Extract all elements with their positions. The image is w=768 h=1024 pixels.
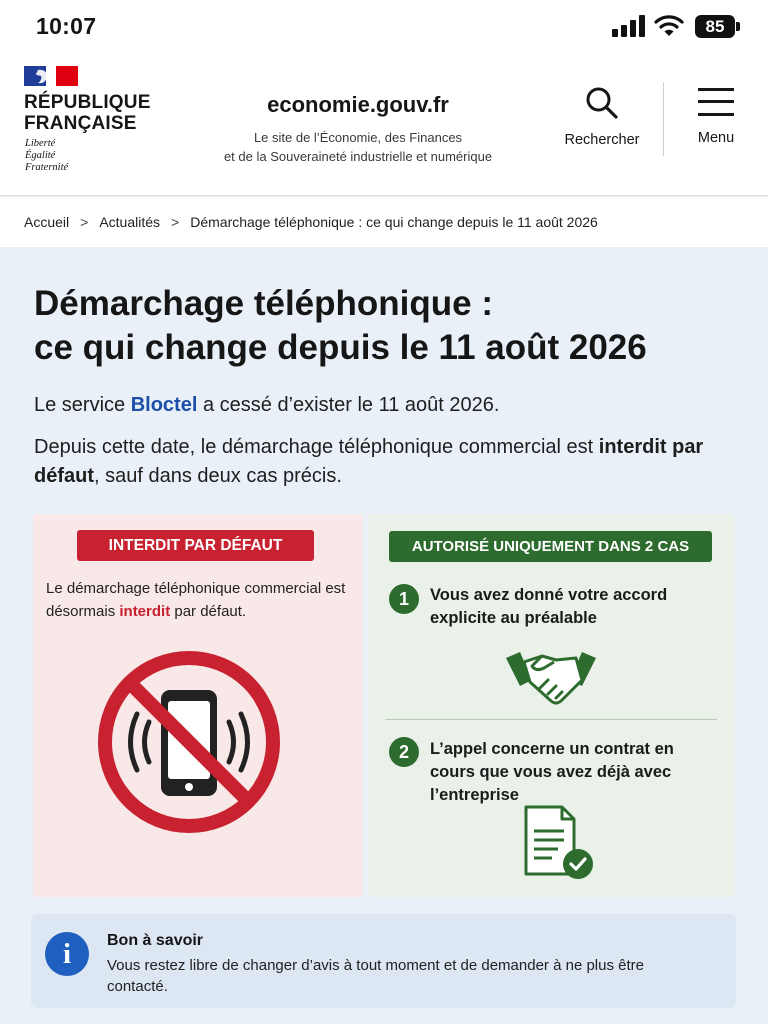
forbidden-default-highlight: interdit par défaut [34,436,704,487]
menu-button[interactable] [680,80,752,160]
forbidden-text-start: Le démarchage téléphonique commercial est désormais [46,580,346,620]
forbidden-panel [33,514,363,897]
cellular-signal-icon [612,15,646,37]
menu-label: Menu [697,130,735,146]
info-title: Bon à savoir [107,932,204,949]
wifi-icon [654,14,684,38]
search-icon [585,86,619,120]
header-divider [663,82,664,156]
battery-indicator: 85 [695,15,735,38]
info-icon: i [45,932,89,976]
case-number-1: 1 [389,584,419,614]
intro2-text-end: , sauf dans deux cas précis. [94,465,342,487]
handshake-icon [502,640,600,712]
search-label: Rechercher [564,132,640,148]
intro-paragraph [34,391,744,419]
hamburger-menu-icon [698,88,734,116]
no-phone-call-icon [93,646,285,838]
breadcrumb-news[interactable]: Actualités [99,214,161,230]
forbidden-text-end: par défaut. [170,603,247,620]
case-number-2: 2 [389,737,419,767]
forbidden-highlight: interdit [119,603,171,620]
gov-title: RÉPUBLIQUE FRANÇAISE [24,92,151,134]
cases-divider [385,719,717,720]
battery-tip [736,22,740,31]
case-1-text: Vous avez donné votre accord explicite au préalable [430,586,668,627]
intro-paragraph-2 [34,433,734,491]
info-box [31,914,736,1008]
forbidden-text [46,577,356,623]
site-header [0,54,768,196]
forbidden-badge: INTERDIT PAR DÉFAUT [77,530,314,561]
marianne-logo-icon [24,66,78,86]
page-title: Démarchage téléphonique : ce qui change depuis le 11 août 2026 [34,284,647,367]
breadcrumb-home[interactable]: Accueil [24,214,70,230]
status-time: 10:07 [36,13,97,39]
case-2-text: L’appel concerne un contrat en cours que vous avez déjà avec l’entreprise [430,740,674,804]
intro-text-start: Le service [34,394,131,416]
contract-check-icon [522,804,598,884]
breadcrumb-current: Démarchage téléphonique : ce qui change depuis le 11 août 2026 [190,214,598,230]
breadcrumb-separator: > [80,214,89,230]
search-button[interactable] [552,80,652,160]
info-text: Vous restez libre de changer d’avis à tout moment et de demander à ne plus être contacté. [107,957,644,995]
bloctel-highlight: Bloctel [130,394,198,416]
breadcrumb-separator: > [171,214,180,230]
status-bar [0,0,768,54]
gov-motto: Liberté Égalité Fraternité [25,138,69,173]
allowed-badge: AUTORISÉ UNIQUEMENT DANS 2 CAS [389,531,712,562]
intro2-text-start: Depuis cette date, le démarchage téléphonique commercial est [34,436,599,458]
site-name-link[interactable]: economie.gouv.fr [267,92,449,117]
intro-text-end: a cessé d’exister le 11 août 2026. [197,394,500,416]
allowed-panel [368,514,735,897]
site-description: Le site de l’Économie, des Finances et de la Souveraineté industrielle et numérique [223,130,493,164]
breadcrumb [0,197,768,247]
